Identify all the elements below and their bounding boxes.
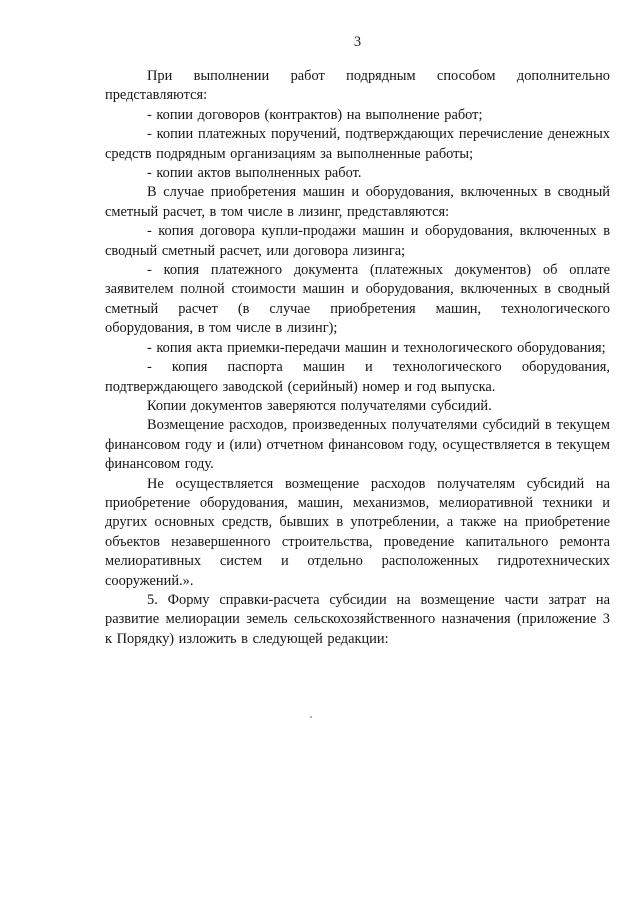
paragraph: 5. Форму справки-расчета субсидии на возмещение части затрат на развитие мелиорации земель сельскохозяйственного назначения (приложение 3 к Порядку) изложить в следующей редакции: — [105, 591, 610, 647]
paragraph: - копия паспорта машин и технологического оборудования, подтверждающего заводской (серийный) номер и год выпуска. — [105, 359, 610, 395]
paragraph: В случае приобретения машин и оборудования, включенных в сводный сметный расчет, в том числе в лизинг, представляются: — [105, 184, 610, 220]
paragraph: - копия платежного документа (платежных документов) об оплате заявителем полной стоимости машин и оборудования, включенных в сводный сметный расчет (в случае приобретения машин, технологического оборудования, в том числе в лизинг); — [105, 262, 610, 337]
paragraph: При выполнении работ подрядным способом дополнительно представляются: — [105, 68, 610, 104]
paragraph: - копии договоров (контрактов) на выполнение работ; — [147, 106, 483, 123]
document-body — [105, 67, 610, 649]
paragraph: - копии платежных поручений, подтверждающих перечисление денежных средств подрядным организациям за выполненные работы; — [105, 126, 610, 162]
paragraph: Копии документов заверяются получателями субсидий. — [147, 397, 492, 414]
paragraph: Не осуществляется возмещение расходов получателям субсидий на приобретение оборудования, машин, механизмов, мелиоративной техники и других основных средств, бывших в употреблении, а также на приобретение объектов незавершенного строительства, проведение капитального ремонта мелиоративных систем и отдельно расположенных гидротехнических сооружений.». — [105, 475, 610, 589]
page-number: 3 — [353, 34, 362, 50]
paragraph: - копия договора купли-продажи машин и оборудования, включенных в сводный сметный расчет, или договора лизинга; — [105, 223, 610, 259]
paragraph: Возмещение расходов, произведенных получателями субсидий в текущем финансовом году и (или) отчетном финансовом году, осуществляется в текущем финансовом году. — [105, 417, 610, 473]
scan-artifact-dot — [310, 716, 312, 718]
paragraph: - копия акта приемки-передачи машин и технологического оборудования; — [147, 339, 606, 356]
paragraph: - копии актов выполненных работ. — [147, 165, 362, 182]
